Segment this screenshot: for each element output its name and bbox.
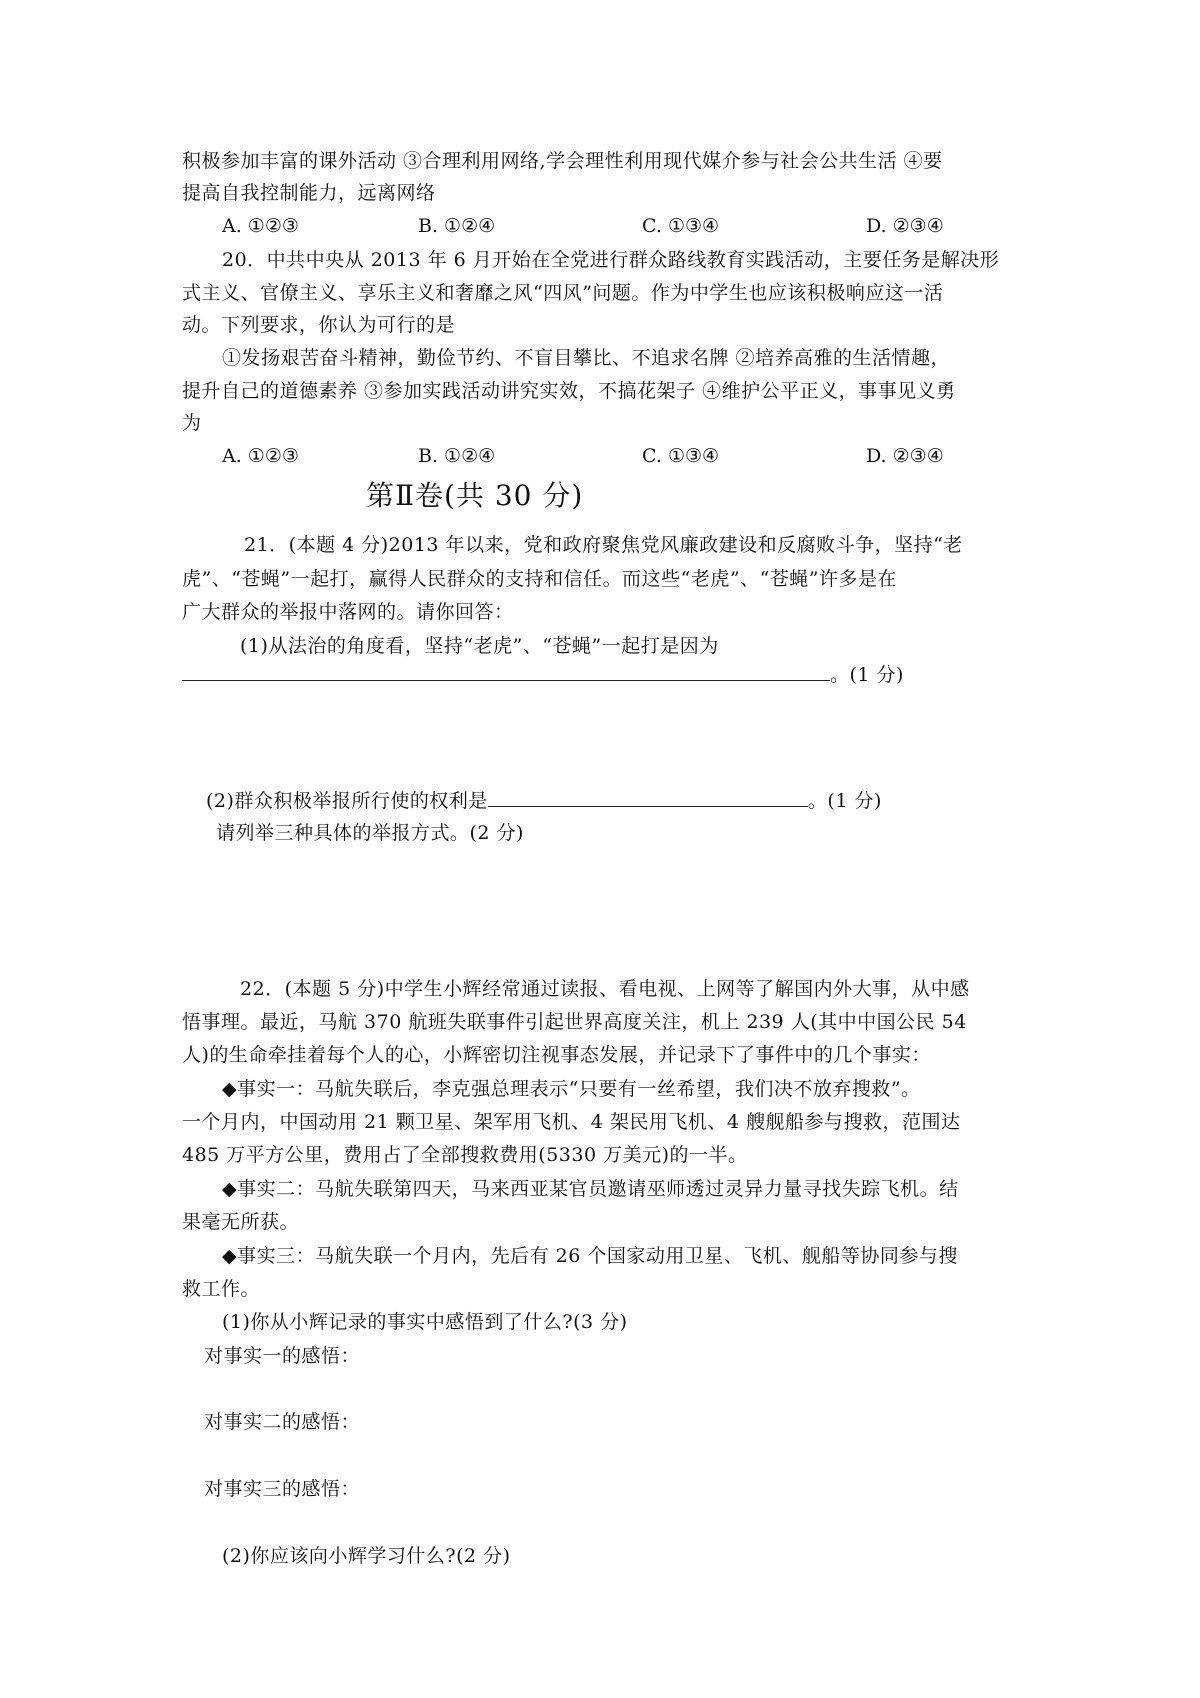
q19-line-2: 提高自我控制能力，远离网络 <box>182 182 436 204</box>
q21-line-3: 广大群众的举报中落网的。请你回答： <box>182 601 514 623</box>
q20-line-5: 提升自己的道德素养 ③参加实践活动讲究实效，不搞花架子 ④维护公平正义，事事见义勇 <box>182 380 956 402</box>
q22-fact2-line-2: 果毫无所获。 <box>182 1211 300 1233</box>
q20-line-3: 动。下列要求，你认为可行的是 <box>182 314 456 336</box>
q22-sub2-prompt: (2)你应该向小辉学习什么?(2 分) <box>222 1545 511 1567</box>
q21-sub2-answer-blank[interactable] <box>488 786 808 807</box>
q20-line-1: 20．中共中央从 2013 年 6 月开始在全党进行群众路线教育实践活动，主要任务是解决形 <box>222 249 1000 271</box>
q20-line-6: 为 <box>182 412 202 434</box>
q22-fact3-line-1: ◆事实三：马航失联一个月内，先后有 26 个国家动用卫星、飞机、舰船等协同参与搜 <box>222 1245 958 1267</box>
q22-fact1-line-1: ◆事实一：马航失联后，李克强总理表示“只要有一丝希望，我们决不放弃搜救”。 <box>222 1078 921 1100</box>
section-title: 第Ⅱ卷(共 30 分) <box>366 479 584 512</box>
q19-option-a: A. ①②③ <box>222 215 299 237</box>
q19-option-d: D. ②③④ <box>866 215 944 237</box>
q22-response-fact2-label: 对事实二的感悟： <box>204 1411 361 1433</box>
q21-sub1-row <box>182 660 904 688</box>
q22-fact1-line-3: 485 万平方公里，费用占了全部搜救费用(5330 万美元)的一半。 <box>182 1144 748 1166</box>
q20-option-c: C. ①③④ <box>642 445 720 467</box>
q22-fact1-line-2: 一个月内，中国动用 21 颗卫星、架军用飞机、4 架民用飞机、4 艘舰船参与搜救，范围达 <box>182 1111 961 1133</box>
q22-sub1-prompt: (1)你从小辉记录的事实中感悟到了什么?(3 分) <box>222 1311 628 1333</box>
q21-sub1-score: 。(1 分) <box>830 664 904 686</box>
q21-sub1-prompt: (1)从法治的角度看，坚持“老虎”、“苍蝇”一起打是因为 <box>240 635 719 657</box>
q21-sub3-prompt: 请列举三种具体的举报方式。(2 分) <box>216 822 524 844</box>
q21-sub2-prompt: (2)群众积极举报所行使的权利是 <box>206 790 488 812</box>
q22-response-fact3-label: 对事实三的感悟： <box>204 1478 361 1500</box>
q21-sub2-row <box>206 786 882 814</box>
q19-option-b: B. ①②④ <box>418 215 496 237</box>
q22-line-2: 悟事理。最近，马航 370 航班失联事件引起世界高度关注，机上 239 人(其中中国公民 54 <box>182 1011 967 1033</box>
q20-line-2: 式主义、官僚主义、享乐主义和奢靡之风“四风”问题。作为中学生也应该积极响应这一活 <box>182 282 944 304</box>
q21-sub1-answer-blank[interactable] <box>182 660 830 681</box>
q22-response-fact1-label: 对事实一的感悟： <box>204 1345 361 1367</box>
q20-line-4: ①发扬艰苦奋斗精神，勤俭节约、不盲目攀比、不追求名牌 ②培养高雅的生活情趣， <box>222 347 951 369</box>
q22-line-3: 人)的生命牵挂着每个人的心，小辉密切注视事态发展，并记录下了事件中的几个事实： <box>182 1044 931 1066</box>
q19-line-1: 积极参加丰富的课外活动 ③合理利用网络,学会理性利用现代媒介参与社会公共生活 ④要 <box>182 150 943 172</box>
q20-option-a: A. ①②③ <box>222 445 299 467</box>
q22-line-1: 22．(本题 5 分)中学生小辉经常通过读报、看电视、上网等了解国内外大事，从中感 <box>240 978 970 1000</box>
q22-fact2-line-1: ◆事实二：马航失联第四天，马来西亚某官员邀请巫师透过灵异力量寻找失踪飞机。结 <box>222 1178 959 1200</box>
q19-option-c: C. ①③④ <box>642 215 720 237</box>
q21-sub2-score: 。(1 分) <box>807 790 882 812</box>
q20-option-d: D. ②③④ <box>866 445 944 467</box>
q21-line-2: 虎”、“苍蝇”一起打，赢得人民群众的支持和信任。而这些“老虎”、“苍蝇”许多是在 <box>182 568 897 590</box>
q21-line-1: 21．(本题 4 分)2013 年以来，党和政府聚焦党风廉政建设和反腐败斗争，坚持“老 <box>244 534 963 556</box>
q20-option-b: B. ①②④ <box>418 445 496 467</box>
q22-fact3-line-2: 救工作。 <box>182 1278 261 1300</box>
